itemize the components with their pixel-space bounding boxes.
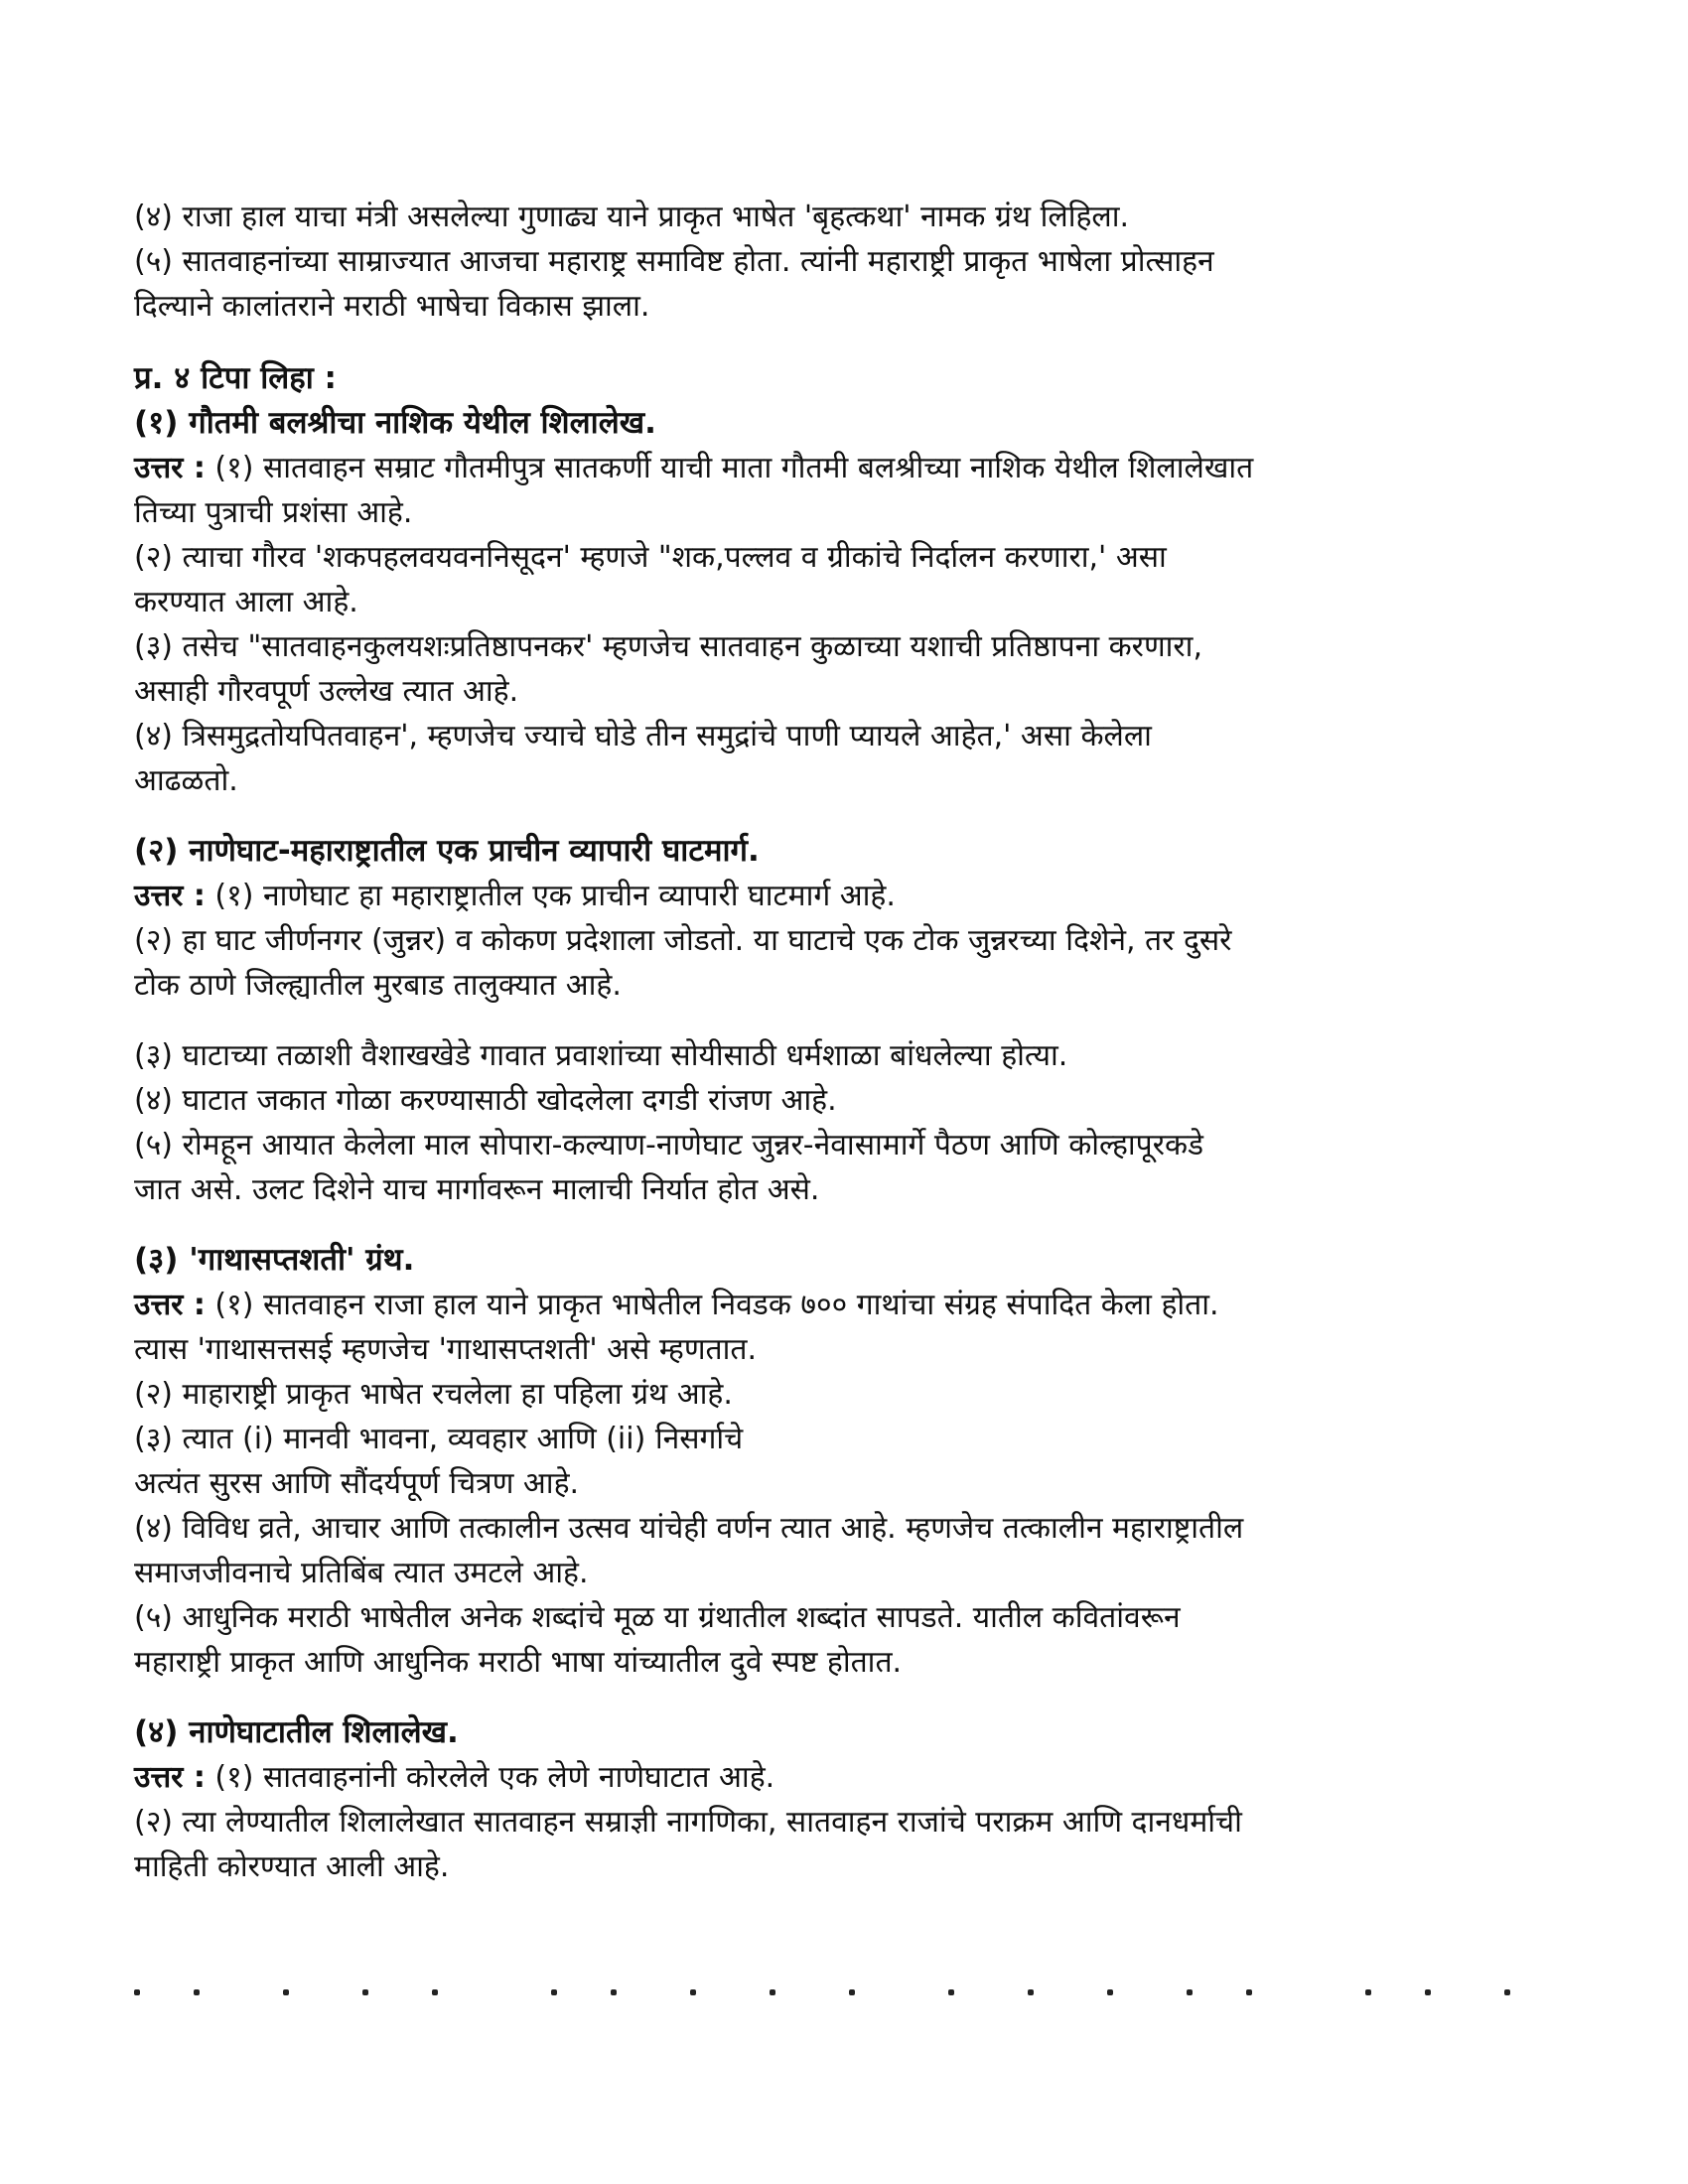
cut-off-glyph-fragment (551, 1989, 557, 1995)
section-4-line-3: माहिती कोरण्यात आली आहे. (134, 1849, 450, 1884)
section-1-line-3: (२) त्याचा गौरव 'शकपहलवयवननिसूदन' म्हणजे "शक,पल्लव व ग्रीकांचे निर्दालन करणारा,' असा (134, 540, 1167, 575)
section-4-line-2: (२) त्या लेण्यातील शिलालेखात सातवाहन सम्राज्ञी नागणिका, सातवाहन राजांचे पराक्रम आणि दानधर्माची (134, 1805, 1242, 1840)
section-2-line-7: जात असे. उलट दिशेने याच मार्गावरून मालाची निर्यात होत असे. (134, 1172, 820, 1207)
section-1-line-2: तिच्या पुत्राची प्रशंसा आहे. (134, 495, 413, 530)
section-2-title: (२) नाणेघाट-महाराष्ट्रातील एक प्राचीन व्यापारी घाटमार्ग. (134, 833, 760, 869)
section-3-line-2: त्यास 'गाथासत्तसई म्हणजेच 'गाथासप्तशती' असे म्हणतात. (134, 1332, 758, 1367)
spacer (134, 803, 1564, 829)
section-1-text: (१) सातवाहन सम्राट गौतमीपुत्र सातकर्णी याची माता गौतमी बलश्रीच्या नाशिक येथील शिलालेखात (205, 451, 1254, 485)
cut-off-glyph-fragment (362, 1989, 368, 1995)
cut-off-glyph-fragment (194, 1989, 200, 1995)
spacer (134, 329, 1564, 356)
section-1-line-5: (३) तसेच "सातवाहनकुलयशःप्रतिष्ठापनकर' म्हणजेच सातवाहन कुळाच्या यशाची प्रतिष्ठापना करणारा, (134, 629, 1202, 664)
cut-off-glyph-fragment (1028, 1989, 1034, 1995)
section-3-line-6: (४) विविध व्रते, आचार आणि तत्कालीन उत्सव यांचेही वर्णन त्यात आहे. म्हणजेच तत्कालीन महाराष्ट्रातील (134, 1511, 1244, 1546)
section-4-line-1 (134, 1755, 1564, 1800)
cut-off-glyph-fragment (611, 1989, 617, 1995)
section-3-line-8: (५) आधुनिक मराठी भाषेतील अनेक शब्दांचे मूळ या ग्रंथातील शब्दांत सापडते. यातील कवितांवरून (134, 1600, 1181, 1635)
spacer (134, 1212, 1564, 1238)
section-1-line-6: असाही गौरवपूर्ण उल्लेख त्यात आहे. (134, 674, 519, 709)
spacer (134, 1008, 1564, 1033)
section-1-line-1 (134, 446, 1564, 490)
section-3-title: (३) 'गाथासप्तशती' ग्रंथ. (134, 1242, 415, 1278)
section-2-line-1 (134, 874, 1564, 918)
section-3-line-4: (३) त्यात (i) मानवी भावना, व्यवहार आणि (ii) निसर्गाचे (134, 1422, 744, 1456)
intro-point-4: (४) राजा हाल याचा मंत्री असलेल्या गुणाढ्य याने प्राकृत भाषेत 'बृहत्कथा' नामक ग्रंथ लिहिला. (134, 200, 1130, 234)
section-2-line-6: (५) रोमहून आयात केलेला माल सोपारा-कल्याण-नाणेघाट जुन्नर-नेवासामार्गे पैठण आणि कोल्हापूरकडे (134, 1128, 1204, 1162)
cut-off-glyph-fragment (770, 1989, 775, 1995)
cut-off-glyph-fragment (134, 1989, 140, 1995)
section-3-line-1 (134, 1283, 1564, 1327)
cut-off-glyph-fragment (948, 1989, 954, 1995)
cut-off-glyph-fragment (1365, 1989, 1371, 1995)
section-3-line-3: (२) माहाराष्ट्री प्राकृत भाषेत रचलेला हा पहिला ग्रंथ आहे. (134, 1377, 733, 1412)
section-1-title: (१) गौतमी बलश्रीचा नाशिक येथील शिलालेख. (134, 405, 656, 441)
answer-label: उत्तर : (134, 1760, 206, 1795)
section-4-text: (१) सातवाहनांनी कोरलेले एक लेणे नाणेघाटात आहे. (205, 1760, 775, 1795)
section-3-text: (१) सातवाहन राजा हाल याने प्राकृत भाषेतील निवडक ७०० गाथांचा संग्रह संपादित केला होता. (205, 1288, 1219, 1322)
cut-off-text-remnant (134, 1985, 1564, 1999)
section-1-line-4: करण्यात आला आहे. (134, 585, 358, 619)
cut-off-glyph-fragment (849, 1989, 855, 1995)
cut-off-glyph-fragment (1187, 1989, 1193, 1995)
section-3-line-7: समाजजीवनाचे प्रतिबिंब त्यात उमटले आहे. (134, 1556, 589, 1590)
cut-off-glyph-fragment (1107, 1989, 1113, 1995)
cut-off-glyph-fragment (1425, 1989, 1431, 1995)
section-2-line-4: (३) घाटाच्या तळाशी वैशाखखेडे गावात प्रवाशांच्या सोयीसाठी धर्मशाळा बांधलेल्या होत्या. (134, 1038, 1068, 1073)
intro-point-5-line-2: दिल्याने कालांतराने मराठी भाषेचा विकास झाला. (134, 289, 650, 324)
section-2-line-3: टोक ठाणे जिल्ह्यातील मुरबाड तालुक्यात आहे. (134, 968, 622, 1003)
answer-label: उत्तर : (134, 879, 206, 913)
question-title: प्र. ४ टिपा लिहा : (134, 360, 337, 396)
section-1-line-8: आढळतो. (134, 763, 238, 798)
section-2-line-5: (४) घाटात जकात गोळा करण्यासाठी खोदलेला दगडी रांजण आहे. (134, 1083, 837, 1118)
section-3-line-9: महाराष्ट्री प्राकृत आणि आधुनिक मराठी भाषा यांच्यातील दुवे स्पष्ट होतात. (134, 1645, 903, 1680)
cut-off-glyph-fragment (1246, 1989, 1252, 1995)
answer-label: उत्तर : (134, 451, 206, 485)
section-4-title: (४) नाणेघाटातील शिलालेख. (134, 1714, 459, 1750)
document-page (134, 195, 1564, 1889)
cut-off-glyph-fragment (432, 1989, 438, 1995)
section-1-line-7: (४) त्रिसमुद्रतोयपितवाहन', म्हणजेच ज्याचे घोडे तीन समुद्रांचे पाणी प्यायले आहेत,' असा केलेला (134, 719, 1152, 753)
section-2-text: (१) नाणेघाट हा महाराष्ट्रातील एक प्राचीन व्यापारी घाटमार्ग आहे. (205, 879, 896, 913)
section-2-line-2: (२) हा घाट जीर्णनगर (जुन्नर) व कोकण प्रदेशाला जोडतो. या घाटाचे एक टोक जुन्नरच्या दिशेने, तर दुसरे (134, 923, 1232, 958)
cut-off-glyph-fragment (690, 1989, 696, 1995)
cut-off-glyph-fragment (1504, 1989, 1510, 1995)
cut-off-glyph-fragment (283, 1989, 289, 1995)
spacer (134, 1685, 1564, 1710)
intro-point-5-line-1: (५) सातवाहनांच्या साम्राज्यात आजचा महाराष्ट्र समाविष्ट होता. त्यांनी महाराष्ट्री प्राकृत भाषेला प्रोत्साहन (134, 244, 1214, 279)
answer-label: उत्तर : (134, 1288, 206, 1322)
section-3-line-5: अत्यंत सुरस आणि सौंदर्यपूर्ण चित्रण आहे. (134, 1466, 580, 1501)
